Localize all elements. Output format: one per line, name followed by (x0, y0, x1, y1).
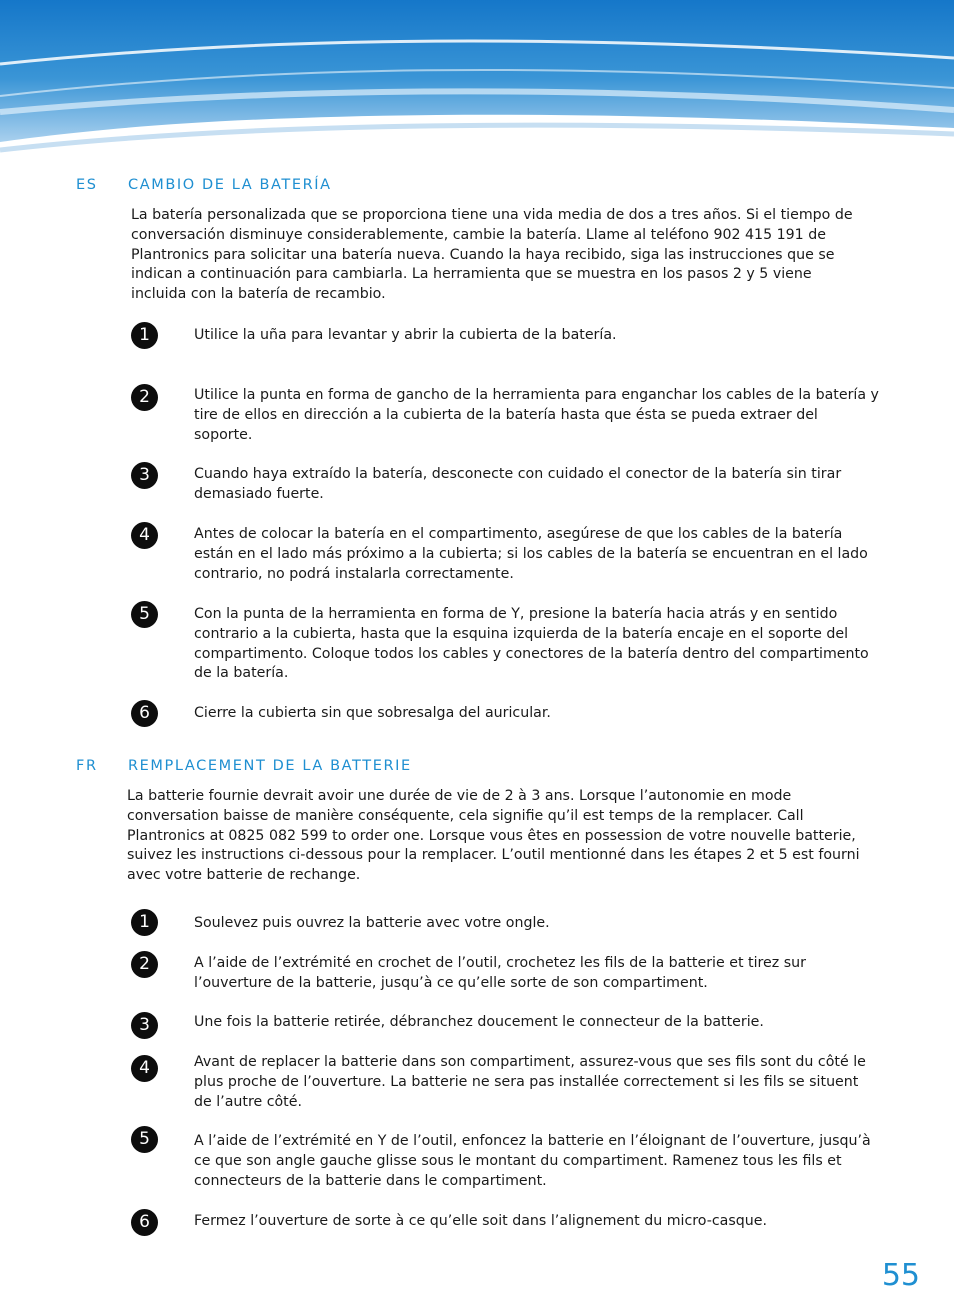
step-number-badge: 2 (131, 951, 158, 978)
step-text: Antes de colocar la batería en el compartimento, asegúrese de que los cables de la batería están en el lado más próximo a la cubierta; si los cables de la batería se encuentran en el lado contrario, no podrá instalarla correctamente. (194, 526, 868, 582)
step-number-badge: 2 (131, 384, 158, 411)
step-number-badge: 1 (131, 322, 158, 349)
step-text: Utilice la uña para levantar y abrir la cubierta de la batería. (194, 327, 617, 343)
step-number-badge: 3 (131, 462, 158, 489)
step-text: Soulevez puis ouvrez la batterie avec votre ongle. (194, 915, 550, 931)
section-heading-fr (76, 758, 412, 774)
step-number-badge: 5 (131, 601, 158, 628)
step-text: Utilice la punta en forma de gancho de la herramienta para enganchar los cables de la batería y tire de ellos en dirección a la cubierta de la batería hasta que ésta se pueda extraer del soporte. (194, 387, 879, 443)
language-code: FR (76, 758, 98, 774)
step-number-badge: 6 (131, 700, 158, 727)
section-intro-fr: La batterie fournie devrait avoir une durée de vie de 2 à 3 ans. Lorsque l’autonomie en mode conversation baisse de manière conséquente, cela signifie qu’il est temps de la remplacer. Call Plantronics at 0825 082 599 to order one. Lorsque vous êtes en possession de votre nouvelle batterie, suivez les instructions ci-dessous pour la remplacer. L’outil mentionné dans les étapes 2 et 5 est fourni avec votre batterie de rechange. (127, 788, 860, 884)
step-number-badge: 1 (131, 909, 158, 936)
section-heading-es (76, 177, 332, 193)
section-intro-es: La batería personalizada que se proporciona tiene una vida media de dos a tres años. Si el tiempo de conversación disminuye considerablemente, cambie la batería. Llame al teléfono 902 415 191 de Plantronics para solicitar una batería nueva. Cuando la haya recibido, siga las instrucciones que se indican a continuación para cambiarla. La herramienta que se muestra en los pasos 2 y 5 viene incluida con la batería de recambio. (131, 207, 853, 303)
language-code: ES (76, 177, 98, 193)
header-wave-banner (0, 0, 954, 170)
step-text: Fermez l’ouverture de sorte à ce qu’elle soit dans l’alignement du micro-casque. (194, 1213, 767, 1229)
step-text: Con la punta de la herramienta en forma de Y, presione la batería hacia atrás y en sentido contrario a la cubierta, hasta que la esquina izquierda de la batería encaje en el soporte del compartimento. Coloque todos los cables y conectores de la batería dentro del compartimento de la batería. (194, 606, 869, 682)
step-text: A l’aide de l’extrémité en Y de l’outil, enfoncez la batterie en l’éloignant de l’ouverture, jusqu’à ce que son angle gauche glisse sous le montant du compartiment. Ramenez tous les fils et connecteurs de la batterie dans le compartiment. (194, 1133, 871, 1189)
step-text: Cierre la cubierta sin que sobresalga del auricular. (194, 705, 551, 721)
step-number-badge: 6 (131, 1209, 158, 1236)
step-number-badge: 4 (131, 522, 158, 549)
section-title: REMPLACEMENT DE LA BATTERIE (128, 758, 412, 774)
step-number-badge: 5 (131, 1126, 158, 1153)
step-number-badge: 4 (131, 1055, 158, 1082)
page-number: 55 (881, 1258, 920, 1293)
step-text: Avant de replacer la batterie dans son compartiment, assurez-vous que ses fils sont du côté le plus proche de l’ouverture. La batterie ne sera pas installée correctement si les fils se situent de l’autre côté. (194, 1054, 866, 1110)
step-number-badge: 3 (131, 1012, 158, 1039)
section-title: CAMBIO DE LA BATERÍA (128, 177, 332, 193)
step-text: Une fois la batterie retirée, débranchez doucement le connecteur de la batterie. (194, 1014, 764, 1030)
step-text: A l’aide de l’extrémité en crochet de l’outil, crochetez les fils de la batterie et tirez sur l’ouverture de la batterie, jusqu’à ce qu’elle sorte de son compartiment. (194, 955, 806, 991)
step-text: Cuando haya extraído la batería, desconecte con cuidado el conector de la batería sin tirar demasiado fuerte. (194, 466, 842, 502)
